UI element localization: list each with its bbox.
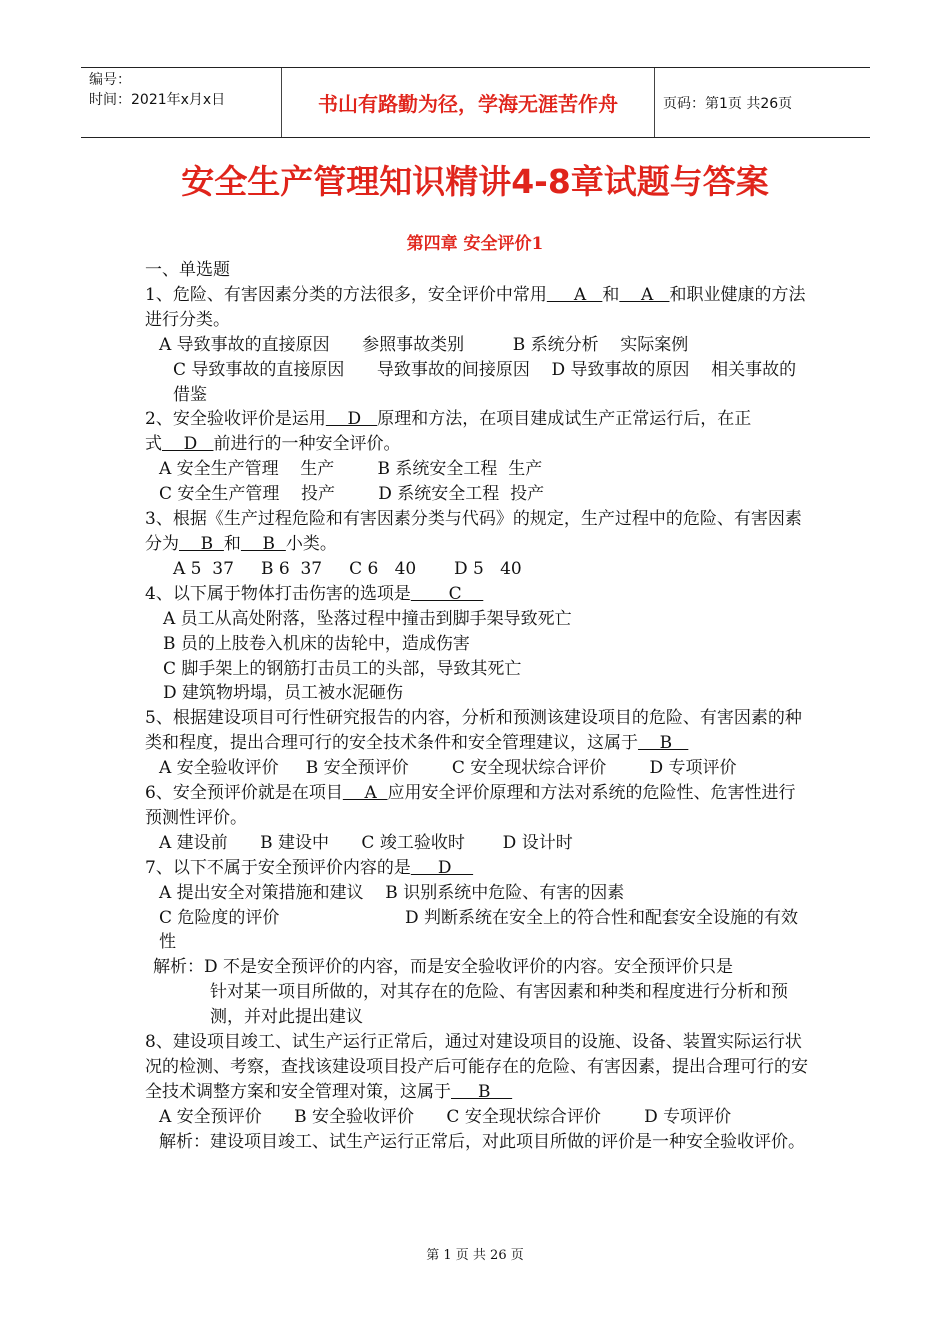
question-text: 和 xyxy=(223,533,241,554)
option-line: D 建筑物坍塌，员工被水泥砸伤 xyxy=(163,683,404,704)
chapter-title: 第四章 安全评价1 xyxy=(406,234,544,254)
option-line: A 导致事故的直接原因 参照事故类别 B 系统分析 实际案例 xyxy=(159,334,689,355)
answer-blank: A xyxy=(546,284,603,305)
question-text: 1、危险、有害因素分类的方法很多，安全评价中常用 xyxy=(145,284,547,305)
option-line: A 提出安全对策措施和建议 B 识别系统中危险、有害的因素 xyxy=(159,882,625,903)
page-info: 页码：第1页 共26页 xyxy=(663,96,793,112)
option-line: C 脚手架上的钢筋打击员工的头部，导致其死亡 xyxy=(163,658,522,679)
question-text: 7、以下不属于安全预评价内容的是 xyxy=(145,857,411,878)
option-line: A 安全验收评价 B 安全预评价 C 安全现状综合评价 D 专项评价 xyxy=(159,758,737,779)
question-text: 原理和方法，在项目建成试生产正常运行后，在正式 xyxy=(145,409,752,455)
page-footer: 第 1 页 共 26 页 xyxy=(426,1248,524,1263)
document-body xyxy=(145,258,810,1155)
question-text: 应用安全评价原理和方法对系统的危险性、危害性进行预测性评价。 xyxy=(145,783,796,828)
option-line: C 导致事故的直接原因 导致事故的间接原因 D 导致事故的原因 相关事故的借鉴 xyxy=(173,359,797,405)
question-text: 8、建设项目竣工、试生产运行正常后，通过对建设项目的设施、设备、装置实际运行状况的检测、考察，查找该建设项目投产后可能存在的危险、有害因素，提出合理可行的安全技术调整方案和安全管理对策，这属于 xyxy=(145,1032,808,1102)
question-text: 和职业健康的方法进行分类。 xyxy=(145,284,806,330)
answer-blank: D xyxy=(325,409,378,430)
answer-blank: B xyxy=(638,733,689,754)
question-8 xyxy=(145,1030,810,1105)
answer-blank: C xyxy=(410,583,484,604)
option-line: A 安全预评价 B 安全验收评价 C 安全现状综合评价 D 专项评价 xyxy=(159,1106,732,1127)
question-text: 5、根据建设项目可行性研究报告的内容，分析和预测该建设项目的危险、有害因素的种类和程度，提出合理可行的安全技术条件和安全管理建议，这属于 xyxy=(145,708,802,754)
question-text: 4、以下属于物体打击伤害的选项是 xyxy=(145,583,411,604)
question-3 xyxy=(145,507,810,557)
question-text: 3、根据《生产过程危险和有害因素分类与代码》的规定，生产过程中的危险、有害因素分为 xyxy=(145,509,802,554)
analysis-line: 解析：建设项目竣工、试生产运行正常后，对此项目所做的评价是一种安全验收评价。 xyxy=(159,1131,805,1152)
option-line: C 安全生产管理 投产 D 系统安全工程 投产 xyxy=(159,484,545,505)
question-2 xyxy=(145,407,810,457)
option-line: A 员工从高处附落，坠落过程中撞击到脚手架导致死亡 xyxy=(163,608,572,629)
question-7 xyxy=(145,856,810,881)
question-text: 前进行的一种安全评价。 xyxy=(213,434,401,455)
option-line: A 5 37 B 6 37 C 6 40 D 5 40 xyxy=(173,558,522,579)
number-label: 编号： xyxy=(89,72,131,88)
motto: 书山有路勤为径，学海无涯苦作舟 xyxy=(318,92,618,116)
answer-blank: D xyxy=(410,857,474,878)
analysis-line: 针对某一项目所做的，对其存在的危险、有害因素和种类和程度进行分析和预测，并对此提出建议 xyxy=(210,982,788,1028)
option-line: A 建设前 B 建设中 C 竣工验收时 D 设计时 xyxy=(159,832,573,853)
answer-blank: A xyxy=(619,284,670,305)
answer-blank: B xyxy=(179,533,224,554)
question-5 xyxy=(145,706,810,756)
header-page-cell xyxy=(655,68,870,137)
option-text: D 判断系统在安全上的符合性和配套安全设施的有效性 xyxy=(159,907,799,953)
option-line: B 员的上肢卷入机床的齿轮中，造成伤害 xyxy=(163,633,470,654)
page-header xyxy=(81,67,870,138)
option-line xyxy=(145,906,810,956)
section-heading: 一、单选题 xyxy=(145,260,230,280)
question-text: 2、安全验收评价是运用 xyxy=(145,409,326,430)
question-text: 小类。 xyxy=(285,533,337,554)
question-6 xyxy=(145,781,810,831)
answer-blank: B xyxy=(451,1081,513,1102)
document-title: 安全生产管理知识精讲4-8章试题与答案 xyxy=(181,162,769,201)
answer-blank: A xyxy=(342,783,388,804)
option-text: C 危险度的评价 xyxy=(159,907,280,928)
option-line: A 安全生产管理 生产 B 系统安全工程 生产 xyxy=(159,459,543,480)
header-meta-cell xyxy=(81,68,282,137)
question-text: 6、安全预评价就是在项目 xyxy=(145,783,343,804)
question-text: 和 xyxy=(602,284,620,305)
answer-blank: B xyxy=(240,533,286,554)
header-motto-cell xyxy=(282,68,655,137)
analysis-line: 解析：D 不是安全预评价的内容，而是安全验收评价的内容。安全预评价只是 xyxy=(153,957,734,978)
time-label: 时间：2021年x月x日 xyxy=(89,92,226,108)
answer-blank: D xyxy=(162,434,214,455)
question-4 xyxy=(145,582,810,607)
question-1 xyxy=(145,283,810,333)
